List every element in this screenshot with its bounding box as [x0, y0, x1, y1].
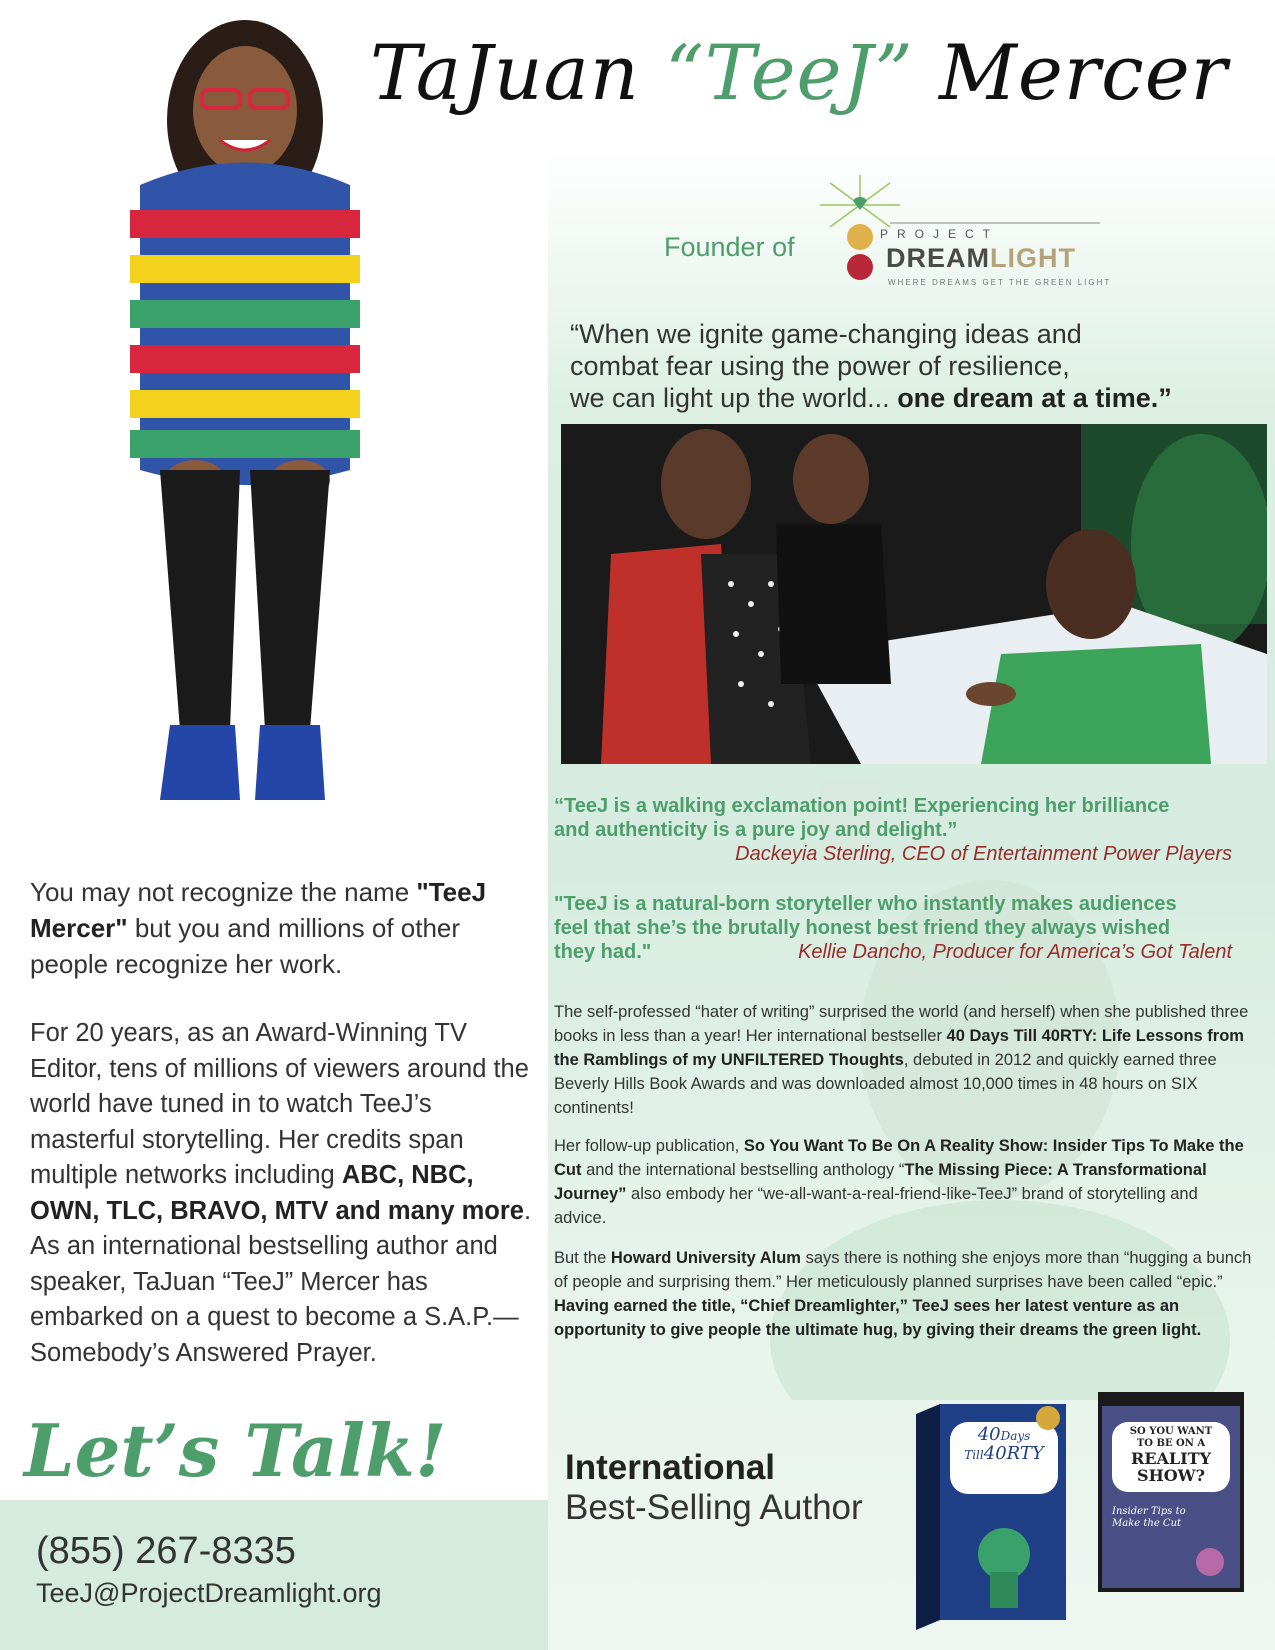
book-2-title-line-4: SHOW?: [1137, 1466, 1205, 1485]
intro-name: "TeeJ Mercer": [30, 877, 487, 943]
book-signing-photo: [561, 424, 1267, 764]
intro-text-b: but you and millions of other people recognize her work.: [30, 913, 461, 979]
quote-line-2: combat fear using the power of resilience,: [570, 351, 1070, 381]
bio-p2-book-title-2: The Missing Piece: A Transformational Journey”: [554, 1161, 1207, 1203]
book-2-title: [1114, 1426, 1228, 1484]
testimonial-1-line-2: and authenticity is a pure joy and delight.”: [554, 819, 958, 841]
bio-p1-book-title: 40 Days Till 40RTY: Life Lessons from the Ramblings of my UNFILTERED Thoughts: [554, 1027, 1244, 1069]
testimonial-2-line-2: feel that she’s the brutally honest best friend they always wished: [554, 917, 1171, 939]
intro-paragraph: [30, 874, 540, 982]
logo-project-text: PROJECT: [880, 227, 1000, 241]
email-address[interactable]: TeeJ@ProjectDreamlight.org: [36, 1578, 382, 1608]
bio-p2-text-b: and the international bestselling anthology “: [581, 1161, 905, 1179]
book-1-title: [954, 1426, 1054, 1464]
intro-text-a: You may not recognize the name: [30, 877, 417, 907]
quote-line-3-plain: we can light up the world...: [570, 383, 898, 413]
book-1-title-till: Till: [964, 1448, 984, 1462]
book-1-title-forty: 40RTY: [983, 1443, 1044, 1464]
book-1-title-days: Days: [1000, 1429, 1031, 1443]
author-label-line-2: Best-Selling Author: [565, 1488, 863, 1527]
page-title: [370, 28, 1260, 158]
logo-wordmark: [886, 243, 1076, 274]
bio-p3-closing: Having earned the title, “Chief Dreamlighter,” TeeJ sees her latest venture as an opportunity to give people the ultimate hug, by giving their dreams the green light.: [554, 1297, 1202, 1339]
testimonial-1-line-1: “TeeJ is a walking exclamation point! Experiencing her brilliance: [554, 795, 1170, 817]
quote-line-3: [570, 382, 1260, 414]
logo-word-dream: DREAM: [886, 243, 990, 273]
quote-line-3-bold: one dream at a time.”: [897, 383, 1172, 413]
bio-p2-book-title-1: So You Want To Be On A Reality Show: Insider Tips To Make the Cut: [554, 1137, 1244, 1179]
bio-p3-text-a: But the: [554, 1249, 611, 1267]
testimonial-2-attribution: Kellie Dancho, Producer for America’s Got Talent: [798, 941, 1232, 963]
title-nickname: “TeeJ”: [664, 28, 914, 117]
career-paragraph: [30, 1016, 540, 1371]
founder-label: Founder of: [664, 232, 795, 262]
portrait-photo: [100, 10, 390, 850]
title-first-name: TaJuan: [370, 28, 665, 117]
testimonial-2: [554, 892, 1254, 964]
logo-tagline: WHERE DREAMS GET THE GREEN LIGHT: [888, 278, 1112, 287]
bio-paragraph-2: [554, 1134, 1254, 1230]
contact-band: [0, 1500, 548, 1650]
bio-paragraph-3: [554, 1246, 1254, 1342]
title-last-name: Mercer: [913, 28, 1229, 117]
book-2-title-line-3: REALITY: [1131, 1449, 1211, 1468]
logo-word-light: LIGHT: [990, 243, 1076, 273]
book-reality-show-cover: [1098, 1392, 1244, 1592]
bio-p2-text-c: also embody her “we-all-want-a-real-friend-like-TeeJ” brand of storytelling and advice.: [554, 1185, 1198, 1227]
bio-p1-text-b: , debuted in 2012 and quickly earned three Beverly Hills Book Awards and was downloaded almost 10,000 times in 48 hours on SIX continents!: [554, 1051, 1217, 1117]
bio-p1-text-a: The self-professed “hater of writing” surprised the world (and herself) when she published three books in less than a year! Her international bestseller: [554, 1003, 1249, 1045]
testimonial-2-line-1: "TeeJ is a natural-born storyteller who instantly makes audiences: [554, 893, 1177, 915]
bio-p3-alum: Howard University Alum: [610, 1249, 801, 1267]
bio-paragraph-1: [554, 1000, 1254, 1120]
testimonial-1: [554, 794, 1254, 866]
career-networks: ABC, NBC, OWN, TLC, BRAVO, MTV and many more: [30, 1161, 524, 1225]
career-text-b: . As an international bestselling author and speaker, TaJuan “TeeJ” Mercer has embarked on a quest to become a S.A.P.—Somebody’s Answered Prayer.: [30, 1196, 532, 1367]
author-label-line-1: International: [565, 1448, 776, 1487]
phone-number[interactable]: (855) 267-8335: [36, 1530, 296, 1572]
bio-p2-text-a: Her follow-up publication,: [554, 1137, 744, 1155]
quote-line-1: “When we ignite game-changing ideas and: [570, 319, 1082, 349]
mission-quote: [570, 318, 1260, 414]
career-text-a: For 20 years, as an Award-Winning TV Editor, tens of millions of viewers around the world have tuned in to watch TeeJ’s masterful storytelling. Her credits span multiple networks including: [30, 1019, 529, 1189]
book-2-title-line-2: TO BE ON A: [1136, 1438, 1206, 1449]
lets-talk-heading: Let’s Talk!: [24, 1408, 447, 1493]
bio-p3-text-b: says there is nothing she enjoys more than “hugging a bunch of people and surprising them.” Her meticulously planned surprises have been called “epic.”: [554, 1249, 1252, 1291]
testimonial-1-attribution: Dackeyia Sterling, CEO of Entertainment Power Players: [735, 843, 1232, 865]
book-2-subtitle: Insider Tips to Make the Cut: [1112, 1506, 1186, 1529]
book-40-days-cover: [916, 1404, 1066, 1630]
book-1-title-number: 40: [977, 1424, 1001, 1445]
testimonial-2-line-3: they had.": [554, 941, 652, 963]
book-2-title-line-1: SO YOU WANT: [1129, 1426, 1213, 1437]
